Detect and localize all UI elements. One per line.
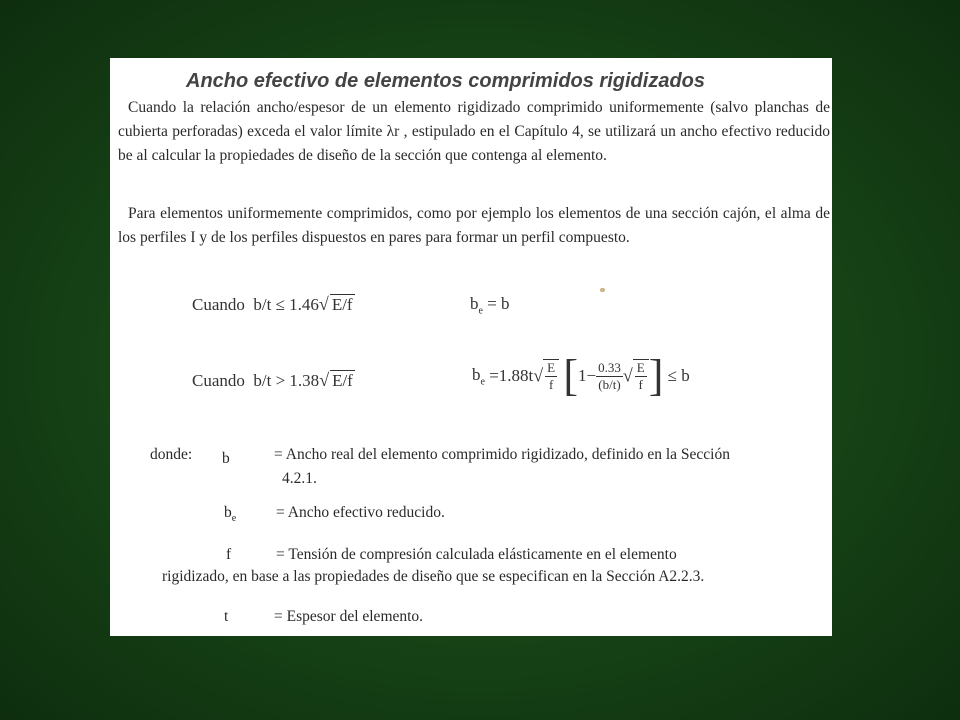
sqrt-E-over-f-inner: $\frac{E}{f}$: [633, 359, 649, 393]
def-t-desc: = Espesor del elemento.: [274, 608, 424, 625]
def-t-symbol: t: [224, 608, 229, 625]
def-b-desc-2: 4.2.1.: [282, 470, 317, 487]
paragraph-intro-text: Cuando la relación ancho/espesor de un elemento rigidizado comprimido uniformemente (salvo planchas de cubierta perforadas) exceda el valor límite λr , estipulado en el Capítulo 4, se utilizará un ancho efectivo reducido be al calcular la propiedades de diseño de la sección que contenga al elemento.: [118, 99, 830, 164]
case1-result: = b: [487, 294, 510, 313]
formula-case1-result: [470, 294, 510, 316]
left-bracket-icon: [: [563, 351, 579, 400]
formula-case2-result: [472, 351, 690, 400]
be-symbol: $b_e$: [470, 294, 483, 317]
sqrt-icon: √: [319, 370, 330, 390]
sqrt-icon: √: [533, 365, 544, 386]
coef-fraction: $\frac{0.33}{(b/t)}$: [598, 359, 621, 392]
sqrt-icon: √: [622, 365, 633, 386]
case2-radicand: E/f: [332, 371, 353, 390]
one-minus: 1−: [578, 366, 597, 385]
document-page: [110, 58, 832, 636]
def-f-symbol: f: [226, 546, 232, 563]
page-title: Ancho efectivo de elementos comprimidos rigidizados: [186, 70, 705, 92]
case1-condition: b/t ≤ 1.46: [253, 295, 319, 314]
scan-mark-icon: [600, 288, 605, 292]
paragraph-elements-text: Para elementos uniformemente comprimidos, como por ejemplo los elementos de una sección cajón, el alma de los perfiles I y de los perfiles dispuestos en pares para formar un perfil compuesto.: [118, 205, 830, 246]
def-b-symbol: b: [222, 450, 230, 467]
case2-label: Cuando: [192, 371, 245, 390]
case1-label: Cuando: [192, 295, 245, 314]
case2-condition: b/t > 1.38: [253, 371, 320, 390]
case2-result-prefix: =1.88t: [489, 366, 534, 385]
formula-case1-condition: [192, 294, 355, 315]
sqrt-E-over-f: $\frac{E}{f}$: [543, 359, 559, 393]
donde-label: donde:: [150, 446, 193, 463]
def-b-desc: = Ancho real del elemento comprimido rigidizado, definido en la Sección: [274, 446, 730, 463]
be-symbol: $b_e$: [472, 364, 485, 388]
paragraph-intro: [118, 96, 830, 168]
def-be-symbol: $b_e$: [224, 504, 237, 525]
case2-limit: ≤ b: [667, 366, 690, 385]
right-bracket-icon: ]: [648, 351, 664, 400]
formula-case2-condition: [192, 370, 355, 391]
def-be-desc: = Ancho efectivo reducido.: [276, 504, 445, 521]
paragraph-elements: [118, 202, 830, 250]
sqrt-icon: √: [318, 294, 329, 314]
def-f-desc: = Tensión de compresión calculada elásticamente en el elemento: [276, 546, 677, 563]
def-f-desc-2: rigidizado, en base a las propiedades de diseño que se especifican en la Sección A2.2.3.: [162, 568, 705, 585]
case1-radicand: E/f: [331, 295, 353, 314]
